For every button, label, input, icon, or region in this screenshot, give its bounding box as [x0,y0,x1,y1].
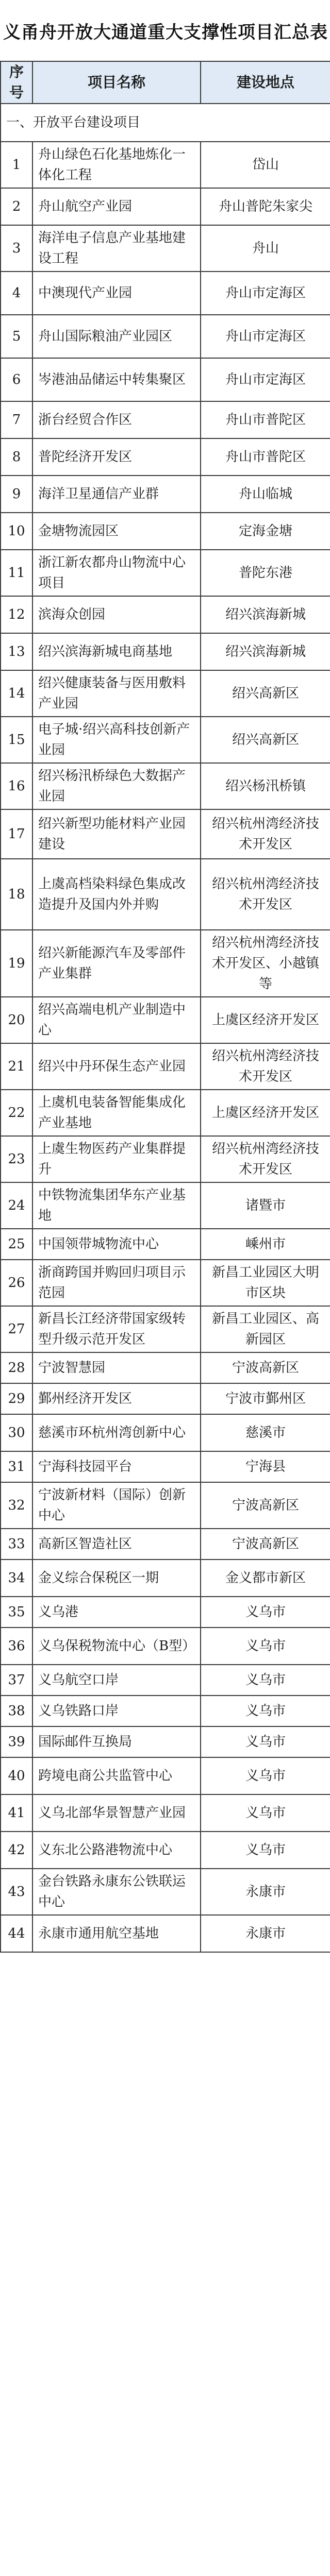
row-number: 8 [1,438,32,476]
page-title: 义甬舟开放大通道重大支撑性项目汇总表 [3,22,328,43]
row-number: 1 [1,142,32,188]
project-location: 永康市 [201,1869,330,1915]
table-row [1,142,330,188]
row-number: 33 [1,1529,32,1560]
project-name: 绍兴高端电机产业制造中心 [32,997,201,1043]
table-row [1,633,330,670]
table-row [1,550,330,596]
project-name: 浙台经贸合作区 [32,401,201,438]
project-name: 金义综合保税区一期 [32,1560,201,1597]
project-location: 绍兴杭州湾经济技术开发区 [201,1043,330,1090]
section-row [1,104,330,142]
row-number: 34 [1,1560,32,1597]
table-row [1,1757,330,1794]
table-row [1,1597,330,1628]
table-row [1,997,330,1043]
project-name: 绍兴中丹环保生态产业园 [32,1043,201,1090]
row-number: 15 [1,717,32,763]
project-name: 宁波新材料（国际）创新中心 [32,1482,201,1529]
project-location: 义乌市 [201,1726,330,1757]
table-row [1,225,330,272]
row-number: 39 [1,1726,32,1757]
project-name: 舟山航空产业园 [32,188,201,225]
table-row [1,188,330,225]
project-location: 绍兴杭州湾经济技术开发区 [201,859,330,930]
project-name: 海洋卫星通信产业群 [32,476,201,513]
header-no: 序号 [1,61,32,104]
table-row [1,1915,330,1952]
row-number: 19 [1,930,32,997]
header-name: 项目名称 [32,61,201,104]
project-location: 上虞区经济开发区 [201,997,330,1043]
project-name: 中国领带城物流中心 [32,1229,201,1260]
project-table [0,61,330,1953]
project-location: 舟山市定海区 [201,272,330,315]
row-number: 12 [1,596,32,633]
project-name: 新昌长江经济带国家级转型升级示范开发区 [32,1306,201,1352]
project-name: 跨境电商公共监管中心 [32,1757,201,1794]
row-number: 11 [1,550,32,596]
table-row [1,401,330,438]
project-name: 义乌港 [32,1597,201,1628]
table-row [1,438,330,476]
project-name: 舟山国际粮油产业园区 [32,315,201,358]
project-name: 永康市通用航空基地 [32,1915,201,1952]
table-row [1,1696,330,1726]
row-number: 24 [1,1182,32,1229]
row-number: 2 [1,188,32,225]
project-name: 绍兴滨海新城电商基地 [32,633,201,670]
table-row [1,1451,330,1482]
project-name: 上虞高档染料绿色集成改造提升及国内外并购 [32,859,201,930]
project-name: 浙江新农都舟山物流中心项目 [32,550,201,596]
table-row [1,763,330,809]
table-row [1,1229,330,1260]
project-location: 绍兴杨汛桥镇 [201,763,330,809]
project-name: 绍兴杨汛桥绿色大数据产业园 [32,763,201,809]
row-number: 27 [1,1306,32,1352]
project-location: 舟山市普陀区 [201,401,330,438]
row-number: 10 [1,513,32,550]
row-number: 37 [1,1665,32,1696]
project-location: 绍兴高新区 [201,717,330,763]
row-number: 9 [1,476,32,513]
row-number: 31 [1,1451,32,1482]
table-row [1,1832,330,1869]
project-name: 海洋电子信息产业基地建设工程 [32,225,201,272]
project-location: 嵊州市 [201,1229,330,1260]
header-row [1,61,330,104]
table-row [1,315,330,358]
section-title: 一、开放平台建设项目 [1,104,330,142]
table-row [1,1726,330,1757]
row-number: 42 [1,1832,32,1869]
row-number: 32 [1,1482,32,1529]
project-location: 宁波高新区 [201,1352,330,1383]
project-name: 宁海科技园平台 [32,1451,201,1482]
row-number: 38 [1,1696,32,1726]
project-location: 义乌市 [201,1597,330,1628]
table-row [1,513,330,550]
project-location: 绍兴杭州湾经济技术开发区、小越镇等 [201,930,330,997]
project-location: 上虞区经济开发区 [201,1090,330,1136]
table-row [1,358,330,401]
project-name: 中铁物流集团华东产业基地 [32,1182,201,1229]
table-row [1,1482,330,1529]
project-name: 绍兴新型功能材料产业园建设 [32,809,201,859]
table-row [1,476,330,513]
project-location: 舟山 [201,225,330,272]
table-row [1,1560,330,1597]
project-location: 义乌市 [201,1628,330,1665]
table-row [1,1794,330,1832]
project-name: 义东北公路港物流中心 [32,1832,201,1869]
project-location: 岱山 [201,142,330,188]
row-number: 4 [1,272,32,315]
project-name: 绍兴健康装备与医用敷料产业园 [32,670,201,717]
project-name: 电子城·绍兴高科技创新产业园 [32,717,201,763]
row-number: 29 [1,1383,32,1414]
table-row [1,1090,330,1136]
row-number: 25 [1,1229,32,1260]
project-name: 中澳现代产业园 [32,272,201,315]
table-row [1,1869,330,1915]
project-name: 浙商跨国并购回归项目示范园 [32,1260,201,1306]
table-row [1,1383,330,1414]
project-name: 金塘物流园区 [32,513,201,550]
project-name: 上虞生物医药产业集群提升 [32,1136,201,1182]
project-name: 义乌保税物流中心（B型） [32,1628,201,1665]
project-location: 绍兴杭州湾经济技术开发区 [201,1136,330,1182]
project-location: 舟山市普陀区 [201,438,330,476]
table-row [1,859,330,930]
row-number: 43 [1,1869,32,1915]
table-row [1,1182,330,1229]
project-location: 新昌工业园区、高新园区 [201,1306,330,1352]
table-row [1,1136,330,1182]
project-location: 慈溪市 [201,1414,330,1451]
row-number: 40 [1,1757,32,1794]
row-number: 35 [1,1597,32,1628]
project-name: 舟山绿色石化基地炼化一体化工程 [32,142,201,188]
project-location: 宁波高新区 [201,1529,330,1560]
row-number: 21 [1,1043,32,1090]
table-row [1,1352,330,1383]
row-number: 30 [1,1414,32,1451]
row-number: 5 [1,315,32,358]
project-location: 金义都市新区 [201,1560,330,1597]
row-number: 16 [1,763,32,809]
project-name: 慈溪市环杭州湾创新中心 [32,1414,201,1451]
table-header [1,61,330,104]
project-name: 高新区智造社区 [32,1529,201,1560]
project-location: 绍兴滨海新城 [201,633,330,670]
project-name: 上虞机电装备智能集成化产业基地 [32,1090,201,1136]
row-number: 22 [1,1090,32,1136]
row-number: 28 [1,1352,32,1383]
project-location: 永康市 [201,1915,330,1952]
table-row [1,670,330,717]
table-body [1,104,330,1952]
table-row [1,809,330,859]
project-location: 义乌市 [201,1757,330,1794]
row-number: 23 [1,1136,32,1182]
table-row [1,1529,330,1560]
project-name: 宁波智慧园 [32,1352,201,1383]
project-location: 舟山临城 [201,476,330,513]
project-location: 绍兴杭州湾经济技术开发区 [201,809,330,859]
project-location: 普陀东港 [201,550,330,596]
project-name: 滨海众创园 [32,596,201,633]
project-location: 绍兴滨海新城 [201,596,330,633]
project-location: 义乌市 [201,1696,330,1726]
header-location: 建设地点 [201,61,330,104]
project-location: 义乌市 [201,1665,330,1696]
project-location: 舟山普陀朱家尖 [201,188,330,225]
table-row [1,1628,330,1665]
project-location: 宁海县 [201,1451,330,1482]
table-row [1,1260,330,1306]
project-location: 义乌市 [201,1794,330,1832]
table-row [1,717,330,763]
project-location: 宁波市鄞州区 [201,1383,330,1414]
project-name: 绍兴新能源汽车及零部件产业集群 [32,930,201,997]
row-number: 6 [1,358,32,401]
table-row [1,930,330,997]
row-number: 14 [1,670,32,717]
row-number: 36 [1,1628,32,1665]
project-name: 义乌北部华景智慧产业园 [32,1794,201,1832]
table-row [1,1665,330,1696]
row-number: 17 [1,809,32,859]
project-location: 舟山市定海区 [201,315,330,358]
row-number: 41 [1,1794,32,1832]
table-row [1,1414,330,1451]
project-name: 岑港油品储运中转集聚区 [32,358,201,401]
table-row [1,1043,330,1090]
row-number: 3 [1,225,32,272]
table-row [1,272,330,315]
project-name: 金台铁路永康东公铁联运中心 [32,1869,201,1915]
project-location: 绍兴高新区 [201,670,330,717]
table-row [1,1306,330,1352]
row-number: 26 [1,1260,32,1306]
row-number: 20 [1,997,32,1043]
project-name: 国际邮件互换局 [32,1726,201,1757]
project-name: 义乌铁路口岸 [32,1696,201,1726]
project-name: 鄞州经济开发区 [32,1383,201,1414]
project-location: 义乌市 [201,1832,330,1869]
project-location: 宁波高新区 [201,1482,330,1529]
project-location: 诸暨市 [201,1182,330,1229]
row-number: 18 [1,859,32,930]
project-location: 定海金塘 [201,513,330,550]
project-name: 普陀经济开发区 [32,438,201,476]
row-number: 13 [1,633,32,670]
table-row [1,596,330,633]
project-location: 舟山市定海区 [201,358,330,401]
row-number: 44 [1,1915,32,1952]
project-name: 义乌航空口岸 [32,1665,201,1696]
row-number: 7 [1,401,32,438]
project-location: 新昌工业园区大明市区块 [201,1260,330,1306]
